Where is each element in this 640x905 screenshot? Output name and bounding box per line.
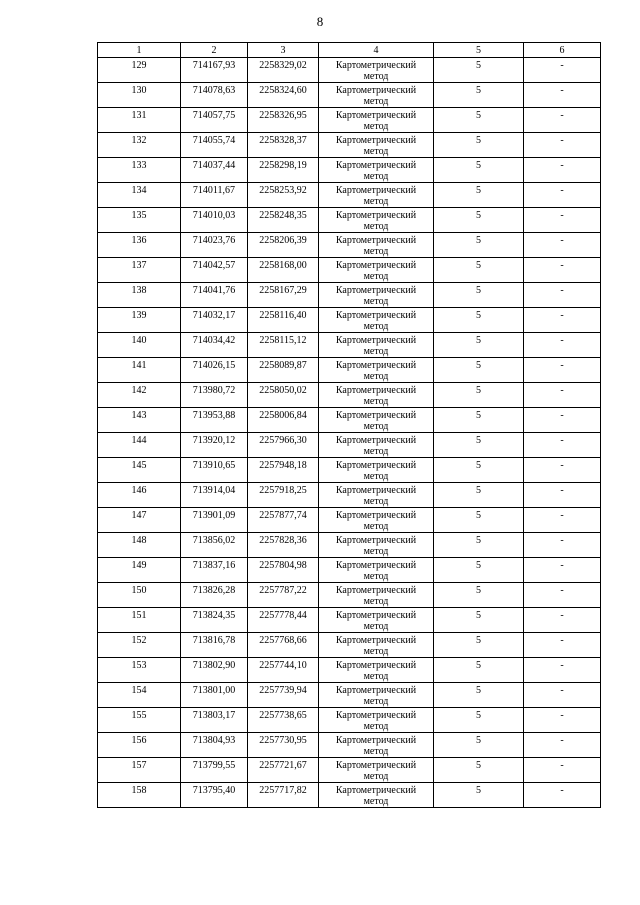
point-number-cell: 142 — [98, 383, 181, 408]
y-coordinate-cell: 2258006,84 — [248, 408, 319, 433]
method-line-1: Картометрический — [335, 535, 417, 546]
table-header-row — [98, 43, 601, 58]
x-coordinate-cell: 714078,63 — [181, 83, 248, 108]
x-coordinate-cell: 713802,90 — [181, 658, 248, 683]
method-line-2: метод — [363, 196, 389, 207]
table-row — [98, 483, 601, 508]
point-number-cell: 153 — [98, 658, 181, 683]
x-coordinate-cell: 714023,76 — [181, 233, 248, 258]
method-line-1: Картометрический — [335, 185, 417, 196]
method-cell — [319, 608, 434, 633]
method-line-1: Картометрический — [335, 210, 417, 221]
method-line-2: метод — [363, 746, 389, 757]
x-coordinate-cell: 713816,78 — [181, 633, 248, 658]
method-line-1: Картометрический — [335, 235, 417, 246]
note-cell: - — [524, 708, 601, 733]
accuracy-cell: 5 — [434, 583, 524, 608]
method-line-2: метод — [363, 446, 389, 457]
method-line-2: метод — [363, 396, 389, 407]
accuracy-cell: 5 — [434, 158, 524, 183]
point-number-cell: 144 — [98, 433, 181, 458]
accuracy-cell: 5 — [434, 683, 524, 708]
method-line-1: Картометрический — [335, 110, 417, 121]
table-row — [98, 583, 601, 608]
method-line-1: Картометрический — [335, 635, 417, 646]
method-cell — [319, 283, 434, 308]
accuracy-cell: 5 — [434, 508, 524, 533]
accuracy-cell: 5 — [434, 83, 524, 108]
point-number-cell: 150 — [98, 583, 181, 608]
x-coordinate-cell: 713826,28 — [181, 583, 248, 608]
accuracy-cell: 5 — [434, 133, 524, 158]
x-coordinate-cell: 714034,42 — [181, 333, 248, 358]
method-line-1: Картометрический — [335, 135, 417, 146]
x-coordinate-cell: 714042,57 — [181, 258, 248, 283]
y-coordinate-cell: 2258298,19 — [248, 158, 319, 183]
method-cell — [319, 158, 434, 183]
note-cell: - — [524, 458, 601, 483]
y-coordinate-cell: 2257966,30 — [248, 433, 319, 458]
method-line-2: метод — [363, 271, 389, 282]
point-number-cell: 135 — [98, 208, 181, 233]
table-body — [98, 58, 601, 808]
accuracy-cell: 5 — [434, 183, 524, 208]
method-line-1: Картометрический — [335, 385, 417, 396]
method-line-2: метод — [363, 421, 389, 432]
point-number-cell: 157 — [98, 758, 181, 783]
accuracy-cell: 5 — [434, 58, 524, 83]
method-cell — [319, 58, 434, 83]
accuracy-cell: 5 — [434, 108, 524, 133]
method-line-2: метод — [363, 96, 389, 107]
y-coordinate-cell: 2258248,35 — [248, 208, 319, 233]
method-line-1: Картометрический — [335, 760, 417, 771]
y-coordinate-cell: 2257717,82 — [248, 783, 319, 808]
method-line-2: метод — [363, 146, 389, 157]
method-line-2: метод — [363, 596, 389, 607]
y-coordinate-cell: 2258089,87 — [248, 358, 319, 383]
note-cell: - — [524, 558, 601, 583]
point-number-cell: 131 — [98, 108, 181, 133]
accuracy-cell: 5 — [434, 608, 524, 633]
table-row — [98, 283, 601, 308]
y-coordinate-cell: 2257778,44 — [248, 608, 319, 633]
point-number-cell: 148 — [98, 533, 181, 558]
note-cell: - — [524, 158, 601, 183]
table-row — [98, 758, 601, 783]
table-row — [98, 708, 601, 733]
method-line-2: метод — [363, 771, 389, 782]
y-coordinate-cell: 2257730,95 — [248, 733, 319, 758]
method-cell — [319, 133, 434, 158]
point-number-cell: 141 — [98, 358, 181, 383]
method-line-1: Картометрический — [335, 510, 417, 521]
table-row — [98, 458, 601, 483]
note-cell: - — [524, 133, 601, 158]
y-coordinate-cell: 2258050,02 — [248, 383, 319, 408]
method-line-1: Картометрический — [335, 260, 417, 271]
point-number-cell: 140 — [98, 333, 181, 358]
x-coordinate-cell: 714057,75 — [181, 108, 248, 133]
accuracy-cell: 5 — [434, 283, 524, 308]
x-coordinate-cell: 714041,76 — [181, 283, 248, 308]
y-coordinate-cell: 2257768,66 — [248, 633, 319, 658]
method-line-1: Картометрический — [335, 335, 417, 346]
method-cell — [319, 758, 434, 783]
point-number-cell: 149 — [98, 558, 181, 583]
method-line-2: метод — [363, 71, 389, 82]
method-cell — [319, 208, 434, 233]
method-line-2: метод — [363, 521, 389, 532]
y-coordinate-cell: 2258328,37 — [248, 133, 319, 158]
table-row — [98, 658, 601, 683]
point-number-cell: 145 — [98, 458, 181, 483]
table-row — [98, 633, 601, 658]
accuracy-cell: 5 — [434, 308, 524, 333]
method-cell — [319, 458, 434, 483]
y-coordinate-cell: 2258116,40 — [248, 308, 319, 333]
accuracy-cell: 5 — [434, 658, 524, 683]
column-header-6: 6 — [524, 43, 601, 58]
point-number-cell: 138 — [98, 283, 181, 308]
point-number-cell: 155 — [98, 708, 181, 733]
accuracy-cell: 5 — [434, 483, 524, 508]
y-coordinate-cell: 2257787,22 — [248, 583, 319, 608]
accuracy-cell: 5 — [434, 383, 524, 408]
note-cell: - — [524, 733, 601, 758]
table-row — [98, 408, 601, 433]
x-coordinate-cell: 714055,74 — [181, 133, 248, 158]
point-number-cell: 158 — [98, 783, 181, 808]
accuracy-cell: 5 — [434, 408, 524, 433]
method-line-2: метод — [363, 346, 389, 357]
method-line-2: метод — [363, 646, 389, 657]
y-coordinate-cell: 2257739,94 — [248, 683, 319, 708]
table-row — [98, 308, 601, 333]
column-header-4: 4 — [319, 43, 434, 58]
method-line-1: Картометрический — [335, 585, 417, 596]
method-line-1: Картометрический — [335, 685, 417, 696]
note-cell: - — [524, 208, 601, 233]
table-row — [98, 383, 601, 408]
x-coordinate-cell: 713856,02 — [181, 533, 248, 558]
method-line-2: метод — [363, 121, 389, 132]
method-line-1: Картометрический — [335, 310, 417, 321]
accuracy-cell: 5 — [434, 208, 524, 233]
y-coordinate-cell: 2258206,39 — [248, 233, 319, 258]
y-coordinate-cell: 2258167,29 — [248, 283, 319, 308]
accuracy-cell: 5 — [434, 233, 524, 258]
table-row — [98, 683, 601, 708]
method-line-2: метод — [363, 321, 389, 332]
y-coordinate-cell: 2257721,67 — [248, 758, 319, 783]
column-header-5: 5 — [434, 43, 524, 58]
accuracy-cell: 5 — [434, 258, 524, 283]
note-cell: - — [524, 533, 601, 558]
point-number-cell: 134 — [98, 183, 181, 208]
method-cell — [319, 233, 434, 258]
table-row — [98, 533, 601, 558]
accuracy-cell: 5 — [434, 333, 524, 358]
coordinates-table — [97, 42, 601, 808]
note-cell: - — [524, 508, 601, 533]
method-cell — [319, 633, 434, 658]
x-coordinate-cell: 714011,67 — [181, 183, 248, 208]
method-line-2: метод — [363, 221, 389, 232]
x-coordinate-cell: 713837,16 — [181, 558, 248, 583]
method-cell — [319, 558, 434, 583]
x-coordinate-cell: 714167,93 — [181, 58, 248, 83]
point-number-cell: 136 — [98, 233, 181, 258]
accuracy-cell: 5 — [434, 758, 524, 783]
note-cell: - — [524, 383, 601, 408]
method-line-1: Картометрический — [335, 560, 417, 571]
method-cell — [319, 708, 434, 733]
y-coordinate-cell: 2258253,92 — [248, 183, 319, 208]
point-number-cell: 147 — [98, 508, 181, 533]
method-cell — [319, 683, 434, 708]
method-cell — [319, 258, 434, 283]
x-coordinate-cell: 713901,09 — [181, 508, 248, 533]
table-row — [98, 108, 601, 133]
method-line-1: Картометрический — [335, 85, 417, 96]
table-row — [98, 508, 601, 533]
table-row — [98, 358, 601, 383]
method-line-2: метод — [363, 671, 389, 682]
x-coordinate-cell: 713803,17 — [181, 708, 248, 733]
x-coordinate-cell: 713953,88 — [181, 408, 248, 433]
method-line-1: Картометрический — [335, 435, 417, 446]
column-header-3: 3 — [248, 43, 319, 58]
method-line-2: метод — [363, 546, 389, 557]
note-cell: - — [524, 308, 601, 333]
note-cell: - — [524, 358, 601, 383]
method-cell — [319, 533, 434, 558]
note-cell: - — [524, 783, 601, 808]
method-line-1: Картометрический — [335, 710, 417, 721]
x-coordinate-cell: 713910,65 — [181, 458, 248, 483]
method-cell — [319, 308, 434, 333]
table-row — [98, 258, 601, 283]
method-line-2: метод — [363, 246, 389, 257]
table-row — [98, 208, 601, 233]
accuracy-cell: 5 — [434, 458, 524, 483]
point-number-cell: 146 — [98, 483, 181, 508]
table-row — [98, 783, 601, 808]
method-line-1: Картометрический — [335, 410, 417, 421]
note-cell: - — [524, 233, 601, 258]
method-line-1: Картометрический — [335, 735, 417, 746]
y-coordinate-cell: 2257877,74 — [248, 508, 319, 533]
x-coordinate-cell: 713980,72 — [181, 383, 248, 408]
method-cell — [319, 383, 434, 408]
method-line-2: метод — [363, 471, 389, 482]
note-cell: - — [524, 83, 601, 108]
note-cell: - — [524, 583, 601, 608]
note-cell: - — [524, 183, 601, 208]
accuracy-cell: 5 — [434, 733, 524, 758]
y-coordinate-cell: 2258324,60 — [248, 83, 319, 108]
y-coordinate-cell: 2257744,10 — [248, 658, 319, 683]
note-cell: - — [524, 283, 601, 308]
x-coordinate-cell: 714032,17 — [181, 308, 248, 333]
note-cell: - — [524, 633, 601, 658]
method-line-1: Картометрический — [335, 485, 417, 496]
method-cell — [319, 508, 434, 533]
accuracy-cell: 5 — [434, 783, 524, 808]
note-cell: - — [524, 658, 601, 683]
y-coordinate-cell: 2258115,12 — [248, 333, 319, 358]
y-coordinate-cell: 2258329,02 — [248, 58, 319, 83]
x-coordinate-cell: 714026,15 — [181, 358, 248, 383]
method-line-1: Картометрический — [335, 660, 417, 671]
x-coordinate-cell: 713914,04 — [181, 483, 248, 508]
accuracy-cell: 5 — [434, 633, 524, 658]
accuracy-cell: 5 — [434, 708, 524, 733]
note-cell: - — [524, 608, 601, 633]
x-coordinate-cell: 713795,40 — [181, 783, 248, 808]
method-line-2: метод — [363, 721, 389, 732]
note-cell: - — [524, 433, 601, 458]
method-cell — [319, 483, 434, 508]
table-row — [98, 433, 601, 458]
point-number-cell: 156 — [98, 733, 181, 758]
method-cell — [319, 358, 434, 383]
method-line-2: метод — [363, 571, 389, 582]
y-coordinate-cell: 2257738,65 — [248, 708, 319, 733]
accuracy-cell: 5 — [434, 533, 524, 558]
method-line-1: Картометрический — [335, 160, 417, 171]
method-cell — [319, 108, 434, 133]
x-coordinate-cell: 713799,55 — [181, 758, 248, 783]
point-number-cell: 130 — [98, 83, 181, 108]
table-row — [98, 133, 601, 158]
x-coordinate-cell: 714010,03 — [181, 208, 248, 233]
point-number-cell: 129 — [98, 58, 181, 83]
point-number-cell: 143 — [98, 408, 181, 433]
method-line-2: метод — [363, 496, 389, 507]
note-cell: - — [524, 483, 601, 508]
method-line-1: Картометрический — [335, 785, 417, 796]
method-cell — [319, 433, 434, 458]
method-line-2: метод — [363, 696, 389, 707]
table-row — [98, 333, 601, 358]
table-row — [98, 733, 601, 758]
note-cell: - — [524, 758, 601, 783]
method-cell — [319, 183, 434, 208]
page-number: 8 — [316, 14, 324, 29]
method-line-1: Картометрический — [335, 285, 417, 296]
note-cell: - — [524, 258, 601, 283]
note-cell: - — [524, 408, 601, 433]
method-line-2: метод — [363, 621, 389, 632]
x-coordinate-cell: 713920,12 — [181, 433, 248, 458]
table-row — [98, 58, 601, 83]
method-line-2: метод — [363, 796, 389, 807]
accuracy-cell: 5 — [434, 433, 524, 458]
point-number-cell: 152 — [98, 633, 181, 658]
y-coordinate-cell: 2257948,18 — [248, 458, 319, 483]
method-line-2: метод — [363, 371, 389, 382]
y-coordinate-cell: 2257828,36 — [248, 533, 319, 558]
x-coordinate-cell: 713804,93 — [181, 733, 248, 758]
point-number-cell: 154 — [98, 683, 181, 708]
x-coordinate-cell: 714037,44 — [181, 158, 248, 183]
x-coordinate-cell: 713801,00 — [181, 683, 248, 708]
method-cell — [319, 333, 434, 358]
table-row — [98, 83, 601, 108]
column-header-2: 2 — [181, 43, 248, 58]
method-cell — [319, 658, 434, 683]
method-line-2: метод — [363, 171, 389, 182]
point-number-cell: 132 — [98, 133, 181, 158]
point-number-cell: 137 — [98, 258, 181, 283]
point-number-cell: 151 — [98, 608, 181, 633]
y-coordinate-cell: 2258326,95 — [248, 108, 319, 133]
column-header-1: 1 — [98, 43, 181, 58]
accuracy-cell: 5 — [434, 358, 524, 383]
y-coordinate-cell: 2258168,00 — [248, 258, 319, 283]
method-line-1: Картометрический — [335, 360, 417, 371]
note-cell: - — [524, 683, 601, 708]
table-row — [98, 233, 601, 258]
table-row — [98, 608, 601, 633]
y-coordinate-cell: 2257918,25 — [248, 483, 319, 508]
method-line-2: метод — [363, 296, 389, 307]
y-coordinate-cell: 2257804,98 — [248, 558, 319, 583]
table-row — [98, 158, 601, 183]
x-coordinate-cell: 713824,35 — [181, 608, 248, 633]
note-cell: - — [524, 58, 601, 83]
method-cell — [319, 83, 434, 108]
point-number-cell: 133 — [98, 158, 181, 183]
method-cell — [319, 408, 434, 433]
method-cell — [319, 733, 434, 758]
method-line-1: Картометрический — [335, 460, 417, 471]
table-row — [98, 558, 601, 583]
method-line-1: Картометрический — [335, 60, 417, 71]
accuracy-cell: 5 — [434, 558, 524, 583]
table-row — [98, 183, 601, 208]
note-cell: - — [524, 333, 601, 358]
method-line-1: Картометрический — [335, 610, 417, 621]
point-number-cell: 139 — [98, 308, 181, 333]
method-cell — [319, 583, 434, 608]
note-cell: - — [524, 108, 601, 133]
method-cell — [319, 783, 434, 808]
